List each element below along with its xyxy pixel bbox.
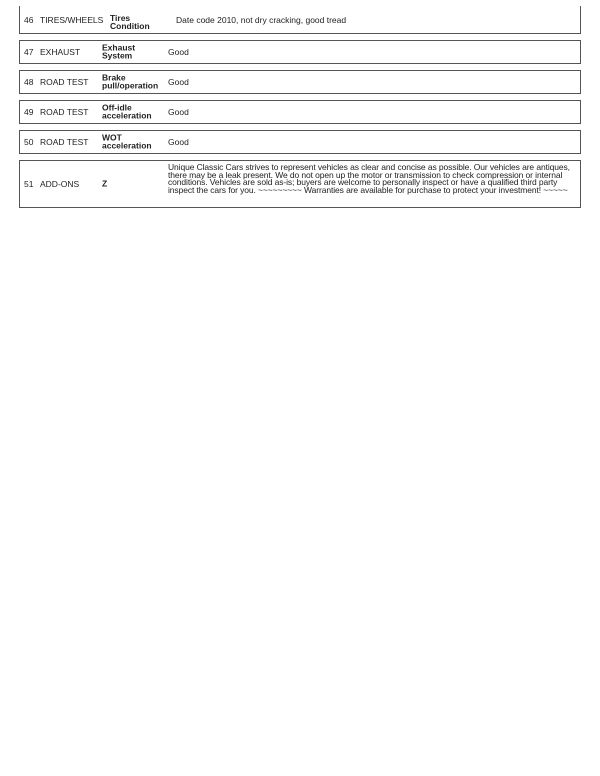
row-value: Good xyxy=(168,76,189,87)
row-category: TIRES/WHEELS xyxy=(40,15,104,25)
row-item-line2: System xyxy=(102,50,133,60)
row-number: 49 xyxy=(24,106,34,117)
row-item-line1: Z xyxy=(102,178,108,189)
row-item-line2: acceleration xyxy=(102,110,152,120)
table-row xyxy=(19,70,581,94)
row-item xyxy=(110,15,174,30)
row-category: ROAD TEST xyxy=(40,76,89,87)
row-item-line1: Tires xyxy=(110,13,131,23)
row-item-line1: Exhaust xyxy=(102,42,136,53)
table-row xyxy=(19,130,581,154)
table-row xyxy=(19,100,581,124)
row-value: Good xyxy=(168,46,189,57)
row-number: 48 xyxy=(24,76,34,87)
row-category: ROAD TEST xyxy=(40,136,89,147)
row-item-line1: WOT xyxy=(102,132,122,143)
inspection-report-table xyxy=(19,6,581,214)
row-item-line2: acceleration xyxy=(102,140,152,150)
row-number: 50 xyxy=(24,136,34,147)
row-item xyxy=(102,102,166,120)
row-category: ADD-ONS xyxy=(40,178,80,189)
row-item-line1: Off-idle xyxy=(102,102,132,113)
row-value: Good xyxy=(168,106,189,117)
row-item-line1: Brake xyxy=(102,72,126,83)
row-item xyxy=(102,72,166,90)
row-category: ROAD TEST xyxy=(40,106,89,117)
row-number: 51 xyxy=(24,178,34,189)
table-row xyxy=(19,40,581,64)
row-item xyxy=(102,132,166,150)
row-value: Date code 2010, not dry cracking, good tread xyxy=(176,15,347,25)
row-item xyxy=(102,42,166,60)
row-item-line2: pull/operation xyxy=(102,80,159,90)
row-value: Good xyxy=(168,136,189,147)
row-item xyxy=(102,180,166,188)
row-number: 46 xyxy=(24,15,34,25)
row-category: EXHAUST xyxy=(40,46,81,57)
row-number: 47 xyxy=(24,46,34,57)
row-disclaimer: Unique Classic Cars strives to represent vehicles as clear and concise as possible. Our vehicles are antiques, there may be a leak present. We do not open up the motor or transmission to check compression or internal conditions. Vehicles are sold as-is; buyers are welcome to personally inspect or have a qualified third party inspect the cars for you. ~~~~~~~~~ Warranties are available for purchase to protect your investment! ~~~~~ xyxy=(168,162,570,195)
table-row xyxy=(19,160,581,208)
row-item-line2: Condition xyxy=(110,20,150,31)
table-row xyxy=(19,6,581,34)
